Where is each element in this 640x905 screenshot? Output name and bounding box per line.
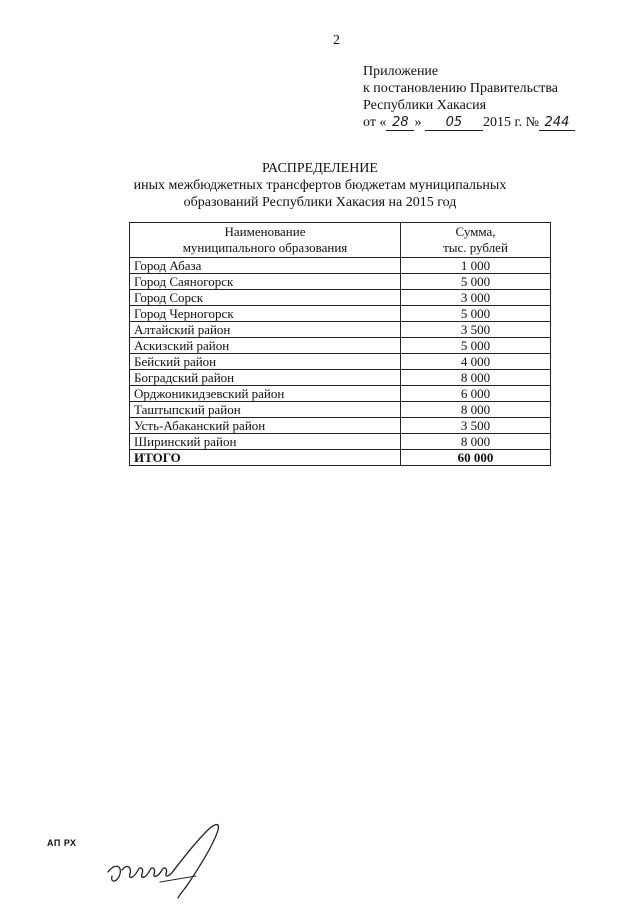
title-subtitle-line1: иных межбюджетных трансфертов бюджетам муниципальных [133, 178, 507, 193]
date-day-close: » [414, 115, 422, 130]
table-row [130, 322, 551, 338]
table-row [130, 434, 551, 450]
appendix-block [363, 63, 575, 131]
municipality-name: Боградский район [130, 370, 401, 386]
municipality-name: Алтайский район [130, 322, 401, 338]
municipality-name: Бейский район [130, 354, 401, 370]
table-row [130, 258, 551, 274]
municipality-name: Город Сорск [130, 290, 401, 306]
total-label: ИТОГО [130, 450, 401, 466]
municipality-name: Город Саяногорск [130, 274, 401, 290]
municipality-name: Аскизский район [130, 338, 401, 354]
header-municipality [130, 223, 401, 258]
table-row [130, 274, 551, 290]
document-title [0, 160, 640, 211]
amount-value: 6 000 [401, 386, 551, 402]
table-row [130, 338, 551, 354]
municipality-name: Ширинский район [130, 434, 401, 450]
table-row [130, 418, 551, 434]
amount-value: 8 000 [401, 370, 551, 386]
amount-value: 5 000 [401, 338, 551, 354]
appendix-date-line [363, 114, 575, 131]
amount-value: 3 500 [401, 418, 551, 434]
amount-value: 1 000 [401, 258, 551, 274]
header-amount-line1: Сумма, [455, 224, 496, 239]
amount-value: 3 500 [401, 322, 551, 338]
distribution-table [129, 222, 551, 466]
municipality-name: Орджоникидзевский район [130, 386, 401, 402]
decree-number: 244 [539, 116, 575, 131]
amount-value: 3 000 [401, 290, 551, 306]
amount-value: 5 000 [401, 274, 551, 290]
registry-stamp: АП РХ [47, 838, 77, 848]
amount-value: 4 000 [401, 354, 551, 370]
municipality-name: Город Абаза [130, 258, 401, 274]
appendix-title: Приложение [363, 64, 439, 79]
appendix-decree-line: к постановлению Правительства [363, 81, 559, 96]
page-number: 2 [333, 33, 340, 48]
table-row [130, 386, 551, 402]
amount-value: 5 000 [401, 306, 551, 322]
title-subtitle-line2: образований Республики Хакасия на 2015 год [183, 195, 457, 210]
header-municipality-line2: муниципального образования [182, 240, 348, 255]
municipality-name: Усть-Абаканский район [130, 418, 401, 434]
table-row [130, 306, 551, 322]
date-month: 05 [425, 116, 483, 131]
handwritten-signature [100, 820, 240, 905]
municipality-name: Таштыпский район [130, 402, 401, 418]
amount-value: 8 000 [401, 434, 551, 450]
total-row [130, 450, 551, 466]
date-prefix: от « [363, 115, 387, 130]
appendix-republic-line: Республики Хакасия [363, 98, 487, 113]
table-header-row [130, 223, 551, 258]
title-heading: РАСПРЕДЕЛЕНИЕ [262, 161, 378, 176]
table-row [130, 290, 551, 306]
table-row [130, 370, 551, 386]
header-municipality-line1: Наименование [224, 224, 306, 239]
header-amount-line2: тыс. рублей [443, 240, 508, 255]
date-day: 28 [386, 116, 414, 131]
amount-value: 8 000 [401, 402, 551, 418]
table-row [130, 402, 551, 418]
total-amount: 60 000 [401, 450, 551, 466]
header-amount [401, 223, 551, 258]
table-row [130, 354, 551, 370]
municipality-name: Город Черногорск [130, 306, 401, 322]
date-year: 2015 г. № [482, 115, 539, 130]
